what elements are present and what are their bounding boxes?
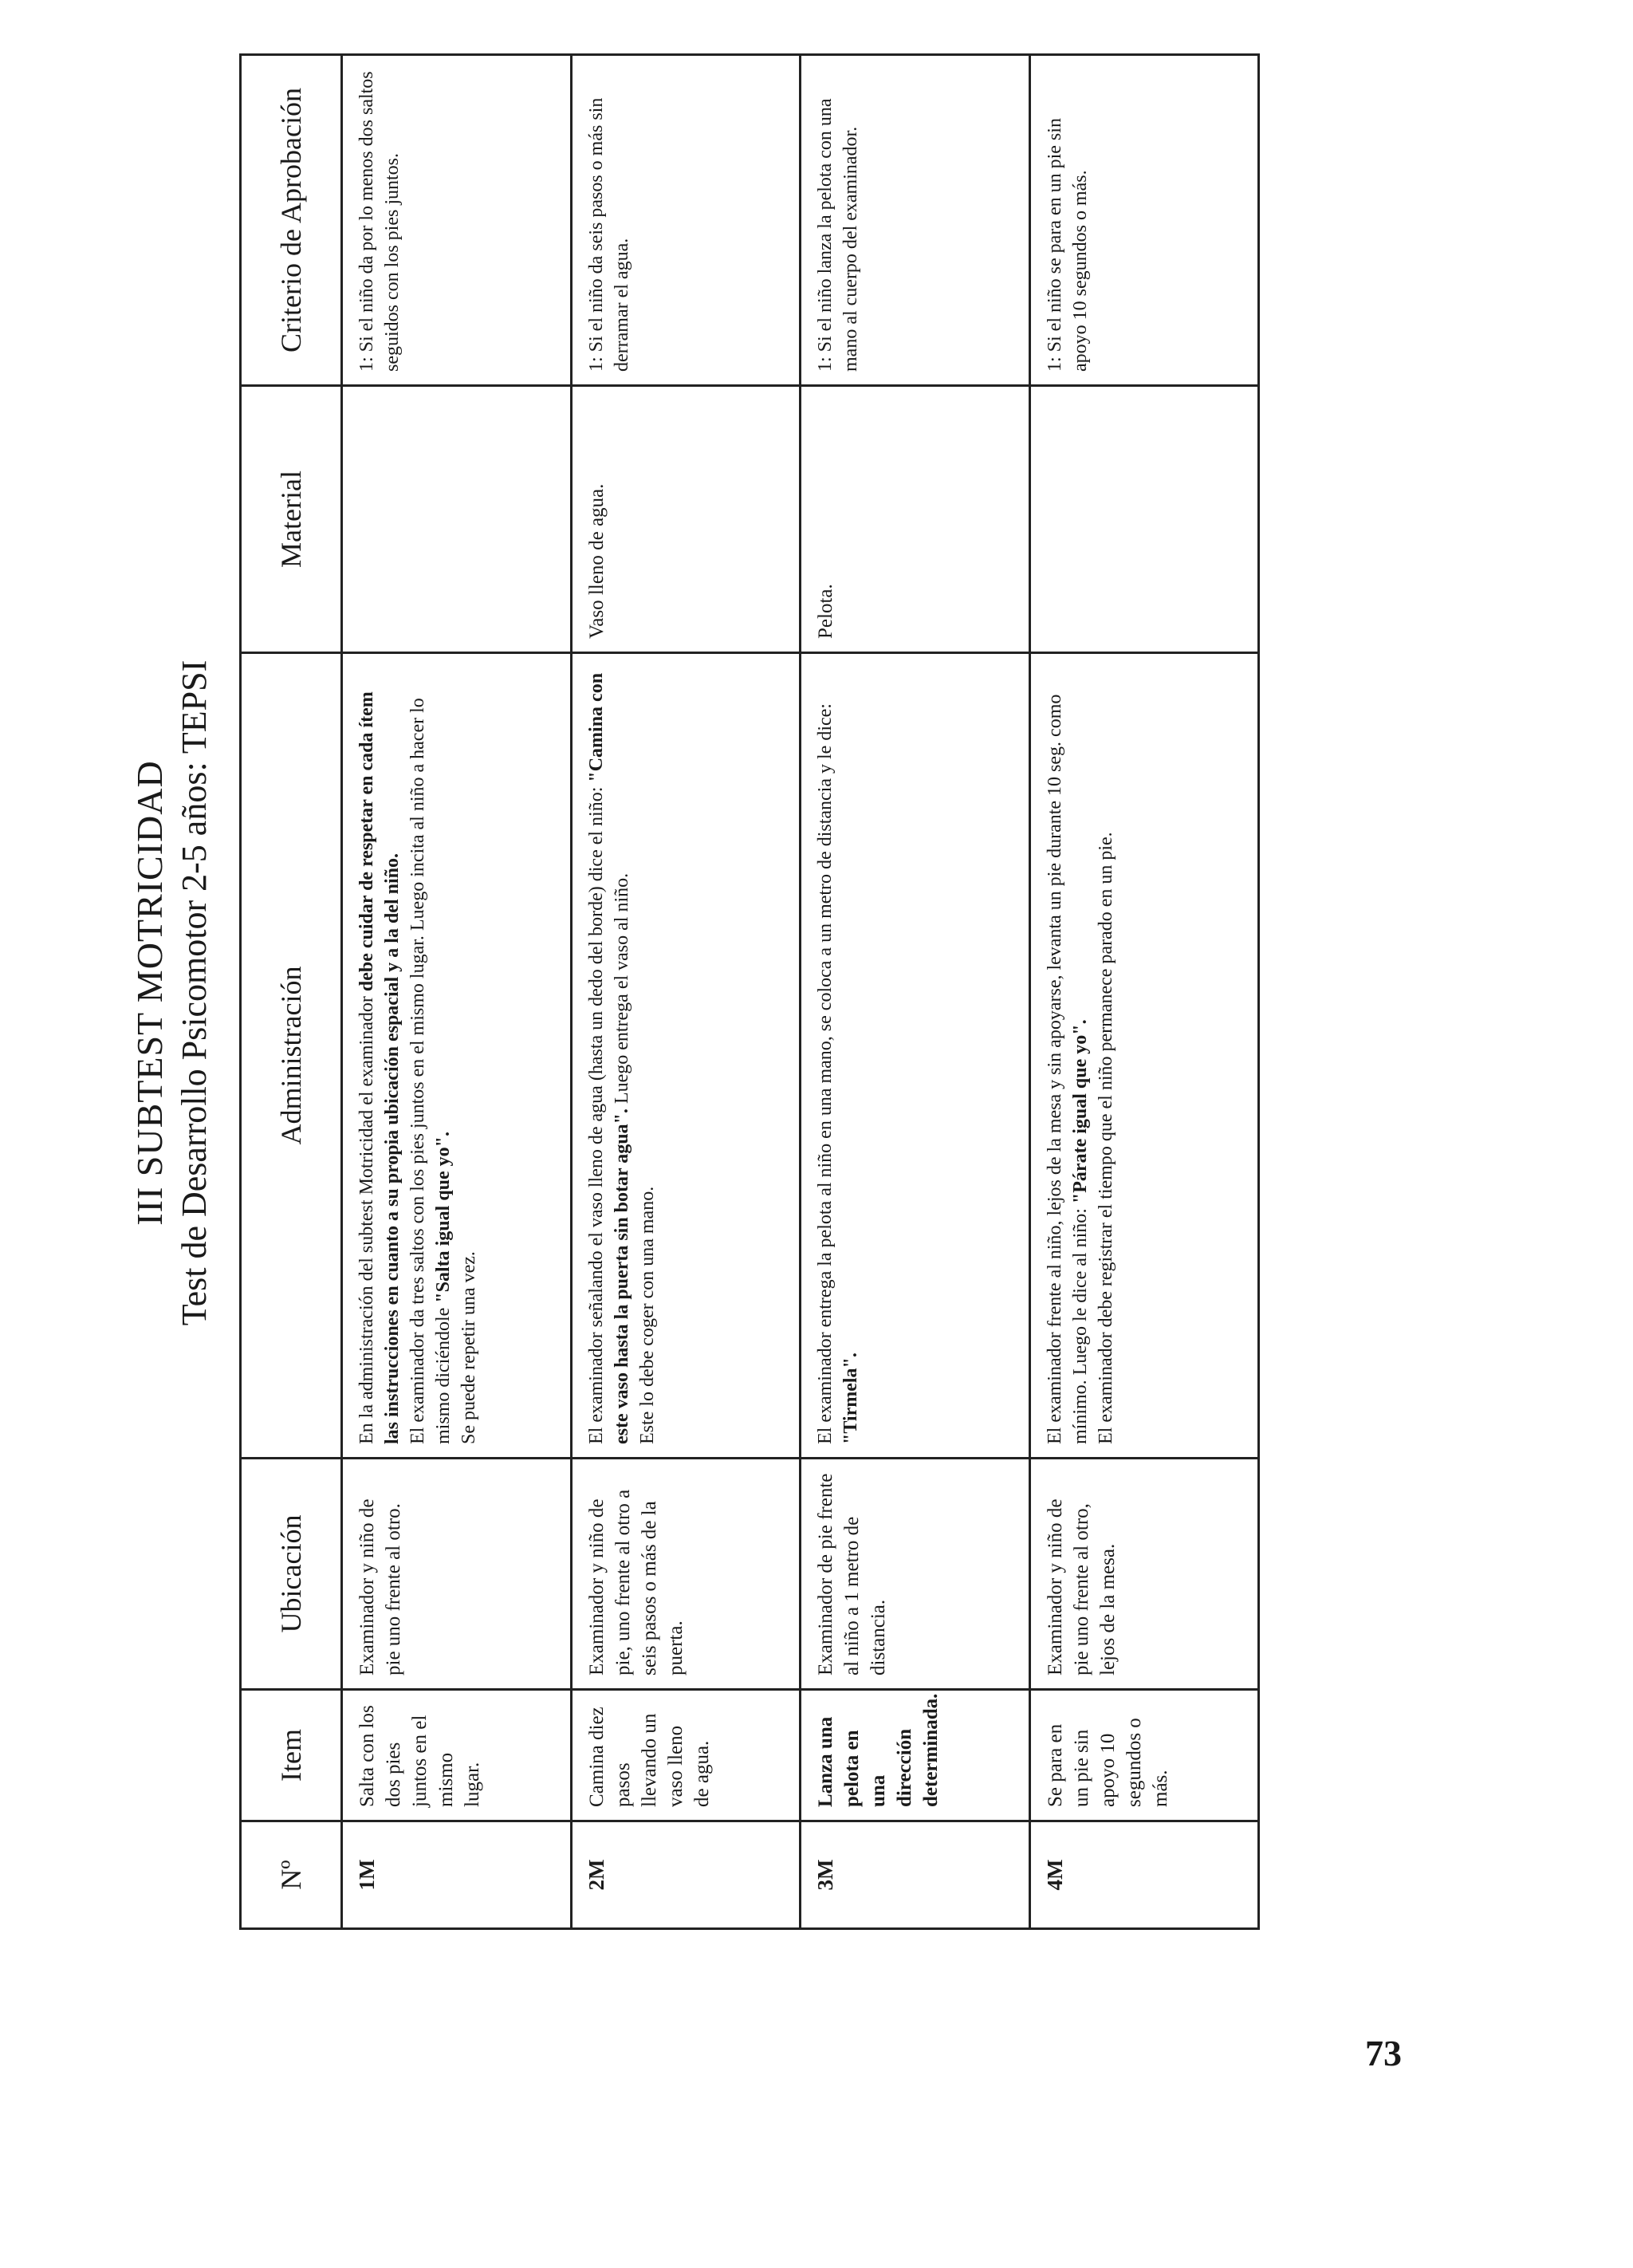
page-number: 73 <box>1365 2033 1402 2073</box>
motricidad-table <box>239 53 1260 1930</box>
row-ubicacion: Examinador y niño de pie uno frente al otro, lejos de la mesa. <box>1029 1459 1259 1690</box>
row-criterio: 1: Si el niño da seis pasos o más sin derramar el agua. <box>571 55 801 386</box>
admin-bold-text: "Párate igual que yo". <box>1069 1019 1091 1204</box>
row-material: Pelota. <box>801 386 1030 653</box>
admin-bold-text: "Tirmela". <box>840 1353 861 1444</box>
admin-bold-text: debe cuidar de respetar en cada ítem las instrucciones en cuanto a su propia ubicación espacial y a la del niño. <box>356 691 403 1444</box>
admin-bold-text: "Camina con este vaso hasta la puerta sin botar agua". <box>585 672 632 1444</box>
row-criterio: 1: Si el niño da por lo menos dos saltos seguidos con los pies juntos. <box>342 55 572 386</box>
row-item: Camina diez pasos llevando un vaso lleno de agua. <box>571 1690 801 1821</box>
row-ubicacion: Examinador y niño de pie, uno frente al otro a seis pasos o más de la puerta. <box>571 1459 801 1690</box>
row-administracion <box>1029 653 1259 1459</box>
title-block <box>120 56 235 1930</box>
admin-text: El examinador da tres saltos con los pies juntos en el mismo lugar. Luego incita al niño a hacer lo mismo diciéndole <box>407 698 454 1444</box>
row-num: 4M <box>1029 1821 1259 1929</box>
row-item: Salta con los dos pies juntos en el mismo lugar. <box>342 1690 572 1821</box>
header-item: Item <box>241 1690 342 1821</box>
row-ubicacion: Examinador y niño de pie uno frente al otro. <box>342 1459 572 1690</box>
admin-text: En la administración del subtest Motricidad el examinador <box>356 996 377 1444</box>
row-num: 2M <box>571 1821 801 1929</box>
header-administracion: Administración <box>241 653 342 1459</box>
header-ubicacion: Ubicación <box>241 1459 342 1690</box>
table-row <box>571 55 801 1929</box>
header-criterio: Criterio de Aprobación <box>241 55 342 386</box>
row-administracion <box>571 653 801 1459</box>
row-administracion <box>342 653 572 1459</box>
row-ubicacion: Examinador de pie frente al niño a 1 metro de distancia. <box>801 1459 1030 1690</box>
page-title: III SUBTEST MOTRICIDAD <box>129 760 170 1226</box>
rotated-page <box>120 56 1276 1930</box>
row-material: Vaso lleno de agua. <box>571 386 801 653</box>
row-num: 1M <box>342 1821 572 1929</box>
table-header-row <box>241 55 342 1929</box>
table-row <box>342 55 572 1929</box>
table-row <box>801 55 1030 1929</box>
header-material: Material <box>241 386 342 653</box>
row-administracion <box>801 653 1030 1459</box>
row-material <box>1029 386 1259 653</box>
page-subtitle: Test de Desarrollo Psicomotor 2-5 años: TEPSI <box>175 660 214 1326</box>
admin-text: Luego entrega el vaso al niño. <box>611 872 632 1104</box>
admin-text: Este lo debe coger con una mano. <box>636 1186 658 1444</box>
row-material <box>342 386 572 653</box>
row-criterio: 1: Si el niño se para en un pie sin apoyo 10 segundos o más. <box>1029 55 1259 386</box>
admin-text: El examinador debe registrar el tiempo que el niño permanece parado en un pie. <box>1095 832 1116 1444</box>
admin-text: El examinador señalando el vaso lleno de agua (hasta un dedo del borde) dice el niño: <box>585 786 607 1444</box>
row-criterio: 1: Si el niño lanza la pelota con una mano al cuerpo del examinador. <box>801 55 1030 386</box>
admin-text: El examinador frente al niño, lejos de la mesa y sin apoyarse, levanta un pie durante 10 seg. como mínimo. Luego le dice al niño: <box>1044 694 1091 1444</box>
header-num: Nº <box>241 1821 342 1929</box>
row-item: Se para en un pie sin apoyo 10 segundos o más. <box>1029 1690 1259 1821</box>
row-num: 3M <box>801 1821 1030 1929</box>
admin-text: Se puede repetir una vez. <box>458 1251 479 1444</box>
row-item: Lanza una pelota en una dirección determinada. <box>801 1690 1030 1821</box>
table-row <box>1029 55 1259 1929</box>
admin-text: El examinador entrega la pelota al niño en una mano, se coloca a un metro de distancia y le dice: <box>815 703 836 1444</box>
admin-bold-text: "Salta igual que yo". <box>433 1132 454 1303</box>
